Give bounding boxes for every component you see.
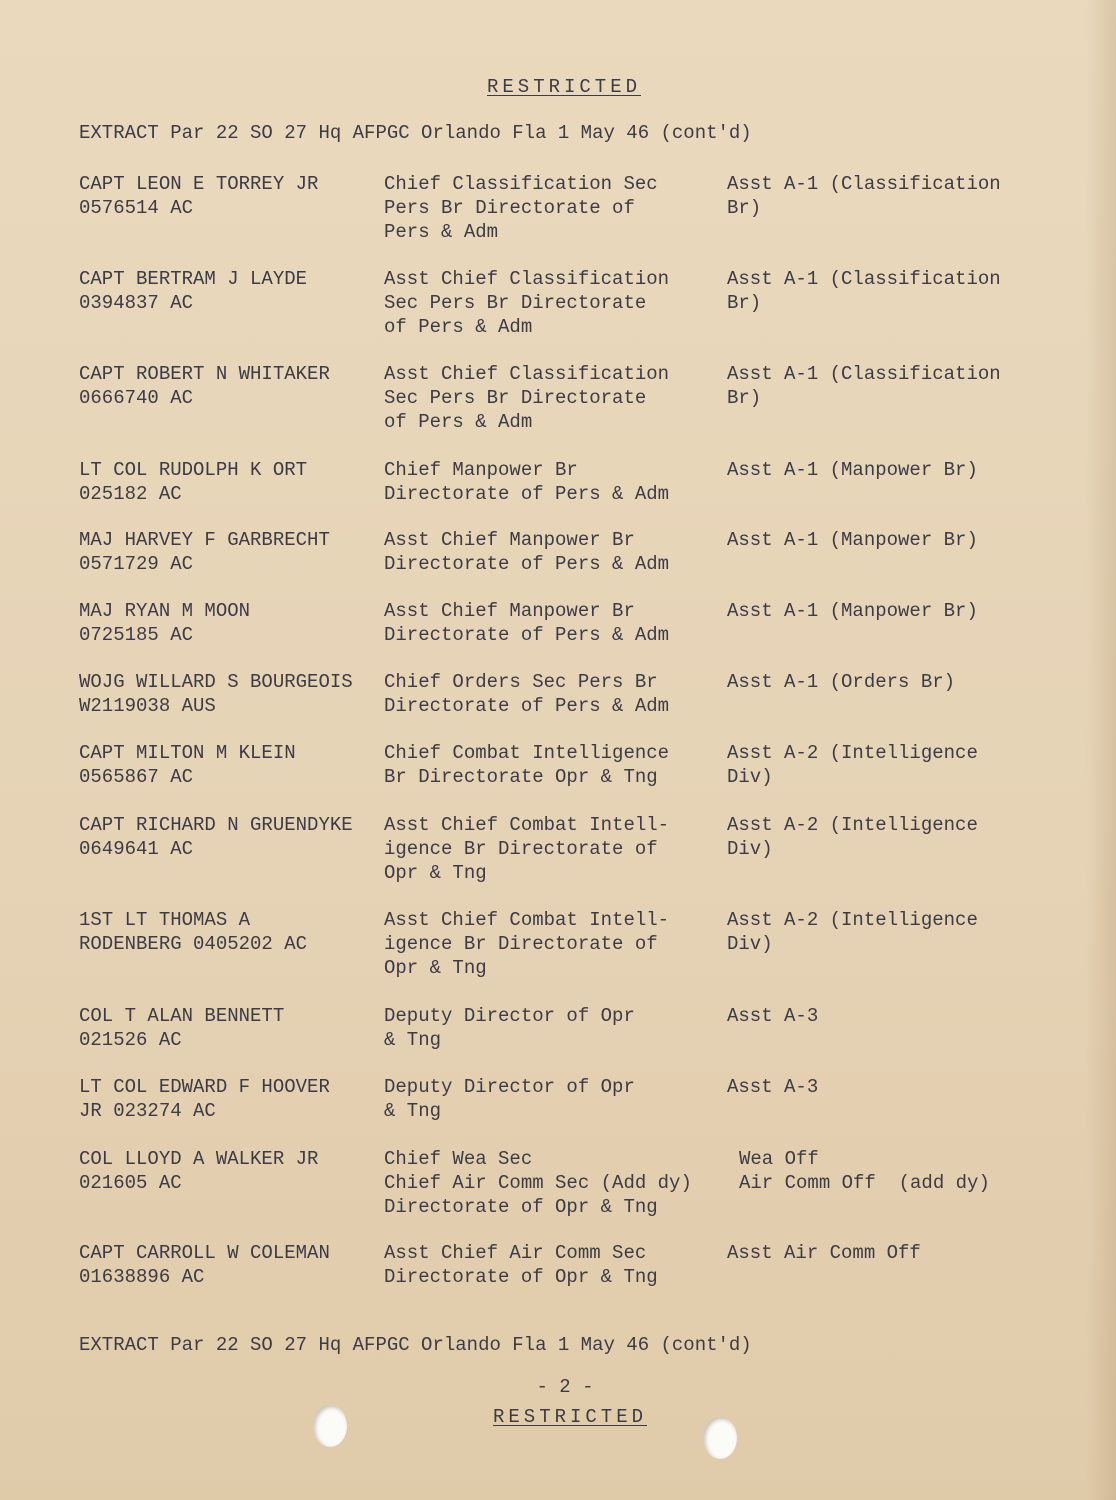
punch-hole bbox=[313, 1405, 347, 1447]
officer-name: COL LLOYD A WALKER JR 021605 AC bbox=[79, 1148, 319, 1194]
duty: Asst A-1 (Orders Br) bbox=[727, 671, 956, 693]
assignment: Asst Chief Manpower Br Directorate of Pers & Adm bbox=[384, 600, 670, 646]
officer-name: COL T ALAN BENNETT 021526 AC bbox=[79, 1005, 285, 1051]
officer-name: LT COL EDWARD F HOOVER JR 023274 AC bbox=[79, 1076, 330, 1122]
officer-name: LT COL RUDOLPH K ORT 025182 AC bbox=[79, 459, 308, 505]
assignment: Chief Manpower Br Directorate of Pers & Adm bbox=[384, 459, 670, 505]
duty: Asst A-1 (Classification Br) bbox=[727, 268, 1001, 314]
duty: Wea Off Air Comm Off (add dy) bbox=[739, 1148, 990, 1194]
officer-name: 1ST LT THOMAS A RODENBERG 0405202 AC bbox=[79, 909, 308, 955]
duty: Asst A-2 (Intelligence Div) bbox=[727, 814, 978, 860]
officer-name: MAJ RYAN M MOON 0725185 AC bbox=[79, 600, 251, 646]
assignment: Chief Combat Intelligence Br Directorate Opr & Tng bbox=[384, 742, 670, 788]
duty: Asst A-2 (Intelligence Div) bbox=[727, 742, 978, 788]
duty: Asst A-2 (Intelligence Div) bbox=[727, 909, 978, 955]
duty: Asst A-1 (Manpower Br) bbox=[727, 600, 978, 622]
assignment: Deputy Director of Opr & Tng bbox=[384, 1005, 635, 1051]
punch-hole bbox=[703, 1417, 737, 1459]
officer-name: CAPT ROBERT N WHITAKER 0666740 AC bbox=[79, 363, 330, 409]
extract-header: EXTRACT Par 22 SO 27 Hq AFPGC Orlando Fla 1 May 46 (cont'd) bbox=[79, 122, 752, 144]
officer-name: CAPT MILTON M KLEIN 0565867 AC bbox=[79, 742, 296, 788]
assignment: Asst Chief Combat Intell- igence Br Directorate of Opr & Tng bbox=[384, 814, 670, 884]
duty: Asst A-1 (Classification Br) bbox=[727, 173, 1001, 219]
assignment: Chief Wea Sec Chief Air Comm Sec (Add dy) Directorate of Opr & Tng bbox=[384, 1148, 692, 1218]
assignment: Chief Orders Sec Pers Br Directorate of Pers & Adm bbox=[384, 671, 670, 717]
duty: Asst A-1 (Manpower Br) bbox=[727, 459, 978, 481]
assignment: Deputy Director of Opr & Tng bbox=[384, 1076, 635, 1122]
assignment: Asst Chief Classification Sec Pers Br Directorate of Pers & Adm bbox=[384, 363, 670, 433]
officer-name: CAPT BERTRAM J LAYDE 0394837 AC bbox=[79, 268, 308, 314]
duty: Asst A-1 (Manpower Br) bbox=[727, 529, 978, 551]
officer-name: MAJ HARVEY F GARBRECHT 0571729 AC bbox=[79, 529, 330, 575]
assignment: Chief Classification Sec Pers Br Directorate of Pers & Adm bbox=[384, 173, 658, 243]
duty: Asst A-1 (Classification Br) bbox=[727, 363, 1001, 409]
assignment: Asst Chief Air Comm Sec Directorate of Opr & Tng bbox=[384, 1242, 658, 1288]
classification-footer: RESTRICTED bbox=[492, 1406, 648, 1428]
officer-name: CAPT LEON E TORREY JR 0576514 AC bbox=[79, 173, 319, 219]
officer-name: WOJG WILLARD S BOURGEOIS W2119038 AUS bbox=[79, 671, 353, 717]
duty: Asst A-3 bbox=[727, 1005, 819, 1027]
extract-footer: EXTRACT Par 22 SO 27 Hq AFPGC Orlando Fla 1 May 46 (cont'd) bbox=[79, 1334, 752, 1356]
duty: Asst A-3 bbox=[727, 1076, 819, 1098]
officer-name: CAPT CARROLL W COLEMAN 01638896 AC bbox=[79, 1242, 330, 1288]
assignment: Asst Chief Manpower Br Directorate of Pers & Adm bbox=[384, 529, 670, 575]
duty: Asst Air Comm Off bbox=[727, 1242, 921, 1264]
officer-name: CAPT RICHARD N GRUENDYKE 0649641 AC bbox=[79, 814, 353, 860]
assignment: Asst Chief Combat Intell- igence Br Directorate of Opr & Tng bbox=[384, 909, 670, 979]
assignment: Asst Chief Classification Sec Pers Br Directorate of Pers & Adm bbox=[384, 268, 670, 338]
page-number: - 2 - bbox=[536, 1376, 594, 1398]
classification-header: RESTRICTED bbox=[486, 76, 642, 98]
